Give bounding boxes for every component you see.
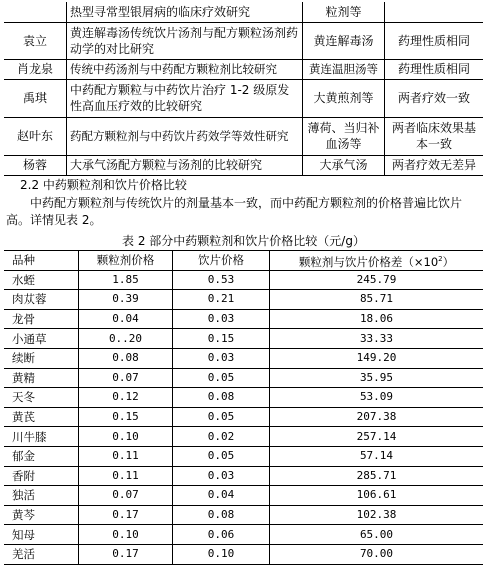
granule-price-cell: 0.15 [79, 407, 173, 427]
slice-price-cell: 0.53 [173, 270, 270, 290]
variety-cell: 天冬 [4, 388, 79, 408]
granule-price-cell: 0.07 [79, 368, 173, 388]
table-row [4, 446, 483, 466]
study-title-cell: 传统中药汤剂与中药配方颗粒剂比较研究 [67, 59, 303, 79]
study-title-cell: 中药配方颗粒与中药饮片治疗 1-2 级原发性高血压疗效的比较研究 [67, 79, 303, 117]
granule-price-cell: 0.12 [79, 388, 173, 408]
table-row [4, 117, 483, 155]
granule-price-cell: 0..20 [79, 329, 173, 349]
table-row [4, 407, 483, 427]
variety-cell: 黄精 [4, 368, 79, 388]
granule-price-cell: 0.07 [79, 486, 173, 506]
variety-cell: 独活 [4, 486, 79, 506]
header-slice-price: 饮片价格 [173, 251, 270, 271]
slice-price-cell: 0.05 [173, 368, 270, 388]
slice-price-cell: 0.06 [173, 525, 270, 545]
slice-price-cell: 0.02 [173, 427, 270, 447]
price-difference-cell: 85.71 [270, 290, 484, 310]
formula-cell: 粒剂等 [303, 2, 385, 22]
price-difference-cell: 102.38 [270, 505, 484, 525]
table-row [4, 59, 483, 79]
table-row [4, 270, 483, 290]
header-difference-close: ） [442, 254, 455, 269]
author-cell: 肖龙泉 [4, 59, 67, 79]
table-row [4, 388, 483, 408]
table-row [4, 2, 483, 22]
slice-price-cell: 0.08 [173, 505, 270, 525]
author-cell: 赵叶东 [4, 117, 67, 155]
price-difference-cell: 57.14 [270, 446, 484, 466]
variety-cell: 水蛭 [4, 270, 79, 290]
granule-price-cell: 0.11 [79, 466, 173, 486]
price-difference-cell: 106.61 [270, 486, 484, 506]
conclusion-cell: 两者临床效果基本一致 [385, 117, 484, 155]
author-cell: 禹琪 [4, 79, 67, 117]
conclusion-cell: 药理性质相同 [385, 22, 484, 59]
header-difference-exponent: 2 [438, 254, 443, 263]
table-row [4, 505, 483, 525]
granule-price-cell: 0.17 [79, 505, 173, 525]
author-cell: 杨蓉 [4, 155, 67, 175]
variety-cell: 知母 [4, 525, 79, 545]
price-difference-cell: 65.00 [270, 525, 484, 545]
slice-price-cell: 0.08 [173, 388, 270, 408]
table-row [4, 22, 483, 59]
price-difference-cell: 257.14 [270, 427, 484, 447]
slice-price-cell: 0.03 [173, 309, 270, 329]
conclusion-cell: 药理性质相同 [385, 59, 484, 79]
granule-price-cell: 0.39 [79, 290, 173, 310]
slice-price-cell: 0.03 [173, 348, 270, 368]
study-comparison-table [4, 2, 483, 176]
table-row [4, 427, 483, 447]
study-title-cell: 药配方颗粒剂与中药饮片药效学等效性研究 [67, 117, 303, 155]
variety-cell: 香附 [4, 466, 79, 486]
variety-cell: 续断 [4, 348, 79, 368]
price-difference-cell: 149.20 [270, 348, 484, 368]
variety-cell: 郁金 [4, 446, 79, 466]
table-caption: 表 2 部分中药颗粒剂和饮片价格比较（元/g） [122, 234, 365, 248]
slice-price-cell: 0.21 [173, 290, 270, 310]
study-title-cell: 热型寻常型银屑病的临床疗效研究 [67, 2, 303, 22]
price-comparison-table [4, 250, 483, 565]
price-difference-cell: 35.95 [270, 368, 484, 388]
body-paragraph: 中药配方颗粒剂与传统饮片的剂量基本一致，而中药配方颗粒剂的价格普遍比饮片高。详情见表 2。 [6, 196, 463, 227]
price-difference-cell: 53.09 [270, 388, 484, 408]
slice-price-cell: 0.04 [173, 486, 270, 506]
header-granule-price: 颗粒剂价格 [79, 251, 173, 271]
variety-cell: 肉苁蓉 [4, 290, 79, 310]
table-row [4, 486, 483, 506]
granule-price-cell: 0.10 [79, 525, 173, 545]
section-heading: 2.2 中药颗粒剂和饮片价格比较 [20, 178, 187, 192]
price-difference-cell: 18.06 [270, 309, 484, 329]
formula-cell: 薄荷、当归补血汤等 [303, 117, 385, 155]
price-difference-cell: 33.33 [270, 329, 484, 349]
table-row [4, 329, 483, 349]
price-difference-cell: 70.00 [270, 544, 484, 564]
table-row [4, 368, 483, 388]
table-header-row [4, 251, 483, 271]
slice-price-cell: 0.05 [173, 407, 270, 427]
slice-price-cell: 0.15 [173, 329, 270, 349]
table-row [4, 466, 483, 486]
granule-price-cell: 0.10 [79, 427, 173, 447]
author-cell: 袁立 [4, 22, 67, 59]
variety-cell: 龙骨 [4, 309, 79, 329]
slice-price-cell: 0.10 [173, 544, 270, 564]
granule-price-cell: 1.85 [79, 270, 173, 290]
formula-cell: 大黄煎剂等 [303, 79, 385, 117]
conclusion-cell: 两者疗效无差异 [385, 155, 484, 175]
table-row [4, 309, 483, 329]
header-difference-text: 颗粒剂与饮片价格差（×10 [298, 254, 439, 269]
study-title-cell: 黄连解毒汤传统饮片汤剂与配方颗粒汤剂药动学的对比研究 [67, 22, 303, 59]
formula-cell: 黄连解毒汤 [303, 22, 385, 59]
conclusion-cell: 两者疗效一致 [385, 79, 484, 117]
conclusion-cell [385, 2, 484, 22]
price-difference-cell: 285.71 [270, 466, 484, 486]
header-variety: 品种 [4, 251, 79, 271]
formula-cell: 黄连温胆汤等 [303, 59, 385, 79]
price-difference-cell: 245.79 [270, 270, 484, 290]
table-row [4, 155, 483, 175]
slice-price-cell: 0.05 [173, 446, 270, 466]
granule-price-cell: 0.04 [79, 309, 173, 329]
table-row [4, 544, 483, 564]
slice-price-cell: 0.03 [173, 466, 270, 486]
formula-cell: 大承气汤 [303, 155, 385, 175]
table-row [4, 348, 483, 368]
price-difference-cell: 207.38 [270, 407, 484, 427]
variety-cell: 小通草 [4, 329, 79, 349]
table-row [4, 79, 483, 117]
granule-price-cell: 0.08 [79, 348, 173, 368]
study-title-cell: 大承气汤配方颗粒与汤剂的比较研究 [67, 155, 303, 175]
table-row [4, 290, 483, 310]
author-cell [4, 2, 67, 22]
variety-cell: 黄芩 [4, 505, 79, 525]
variety-cell: 羌活 [4, 544, 79, 564]
granule-price-cell: 0.17 [79, 544, 173, 564]
table-row [4, 525, 483, 545]
variety-cell: 黄芪 [4, 407, 79, 427]
header-price-difference [270, 251, 484, 271]
variety-cell: 川牛膝 [4, 427, 79, 447]
granule-price-cell: 0.11 [79, 446, 173, 466]
